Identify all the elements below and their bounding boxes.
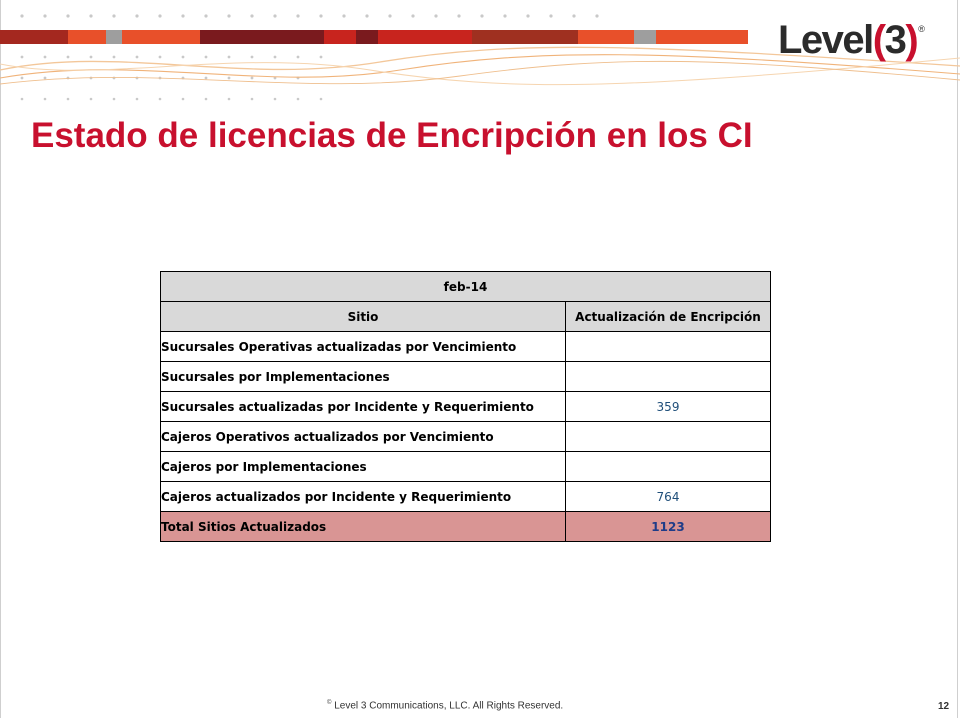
row-value: [566, 362, 771, 392]
row-site-label: Cajeros por Implementaciones: [161, 452, 566, 482]
row-site-label: Sucursales por Implementaciones: [161, 362, 566, 392]
copyright-symbol: ©: [327, 700, 332, 706]
table-period-row: [161, 272, 771, 302]
logo-wordmark: Level(3): [778, 17, 918, 62]
row-value: [566, 422, 771, 452]
page-number: 12: [938, 701, 950, 712]
table-row: [161, 362, 771, 392]
total-label: Total Sitios Actualizados: [161, 512, 566, 542]
row-site-label: Sucursales actualizadas por Incidente y Requerimiento: [161, 392, 566, 422]
copyright-text: Level 3 Communications, LLC. All Rights Reserved.: [334, 700, 564, 712]
slide-title: Estado de licencias de Encripción en los CI: [31, 116, 753, 155]
row-value: [566, 452, 771, 482]
row-site-label: Cajeros actualizados por Incidente y Requerimiento: [161, 482, 566, 512]
row-site-label: Cajeros Operativos actualizados por Vencimiento: [161, 422, 566, 452]
level3-logo: [778, 18, 925, 62]
table-row: [161, 452, 771, 482]
row-value: 359: [566, 392, 771, 422]
row-value: 764: [566, 482, 771, 512]
table-row: [161, 392, 771, 422]
encryption-license-table: [160, 271, 771, 542]
column-header-encryption: Actualización de Encripción: [566, 302, 771, 332]
table-row: [161, 422, 771, 452]
table-total-row: [161, 512, 771, 542]
row-value: [566, 332, 771, 362]
table-row: [161, 332, 771, 362]
copyright-footer: [327, 700, 563, 711]
table-column-header-row: [161, 302, 771, 332]
row-site-label: Sucursales Operativas actualizadas por Vencimiento: [161, 332, 566, 362]
table-period-header: feb-14: [161, 272, 771, 302]
table-row: [161, 482, 771, 512]
logo-registered-mark: ®: [918, 24, 925, 34]
column-header-site: Sitio: [161, 302, 566, 332]
total-value: 1123: [566, 512, 771, 542]
